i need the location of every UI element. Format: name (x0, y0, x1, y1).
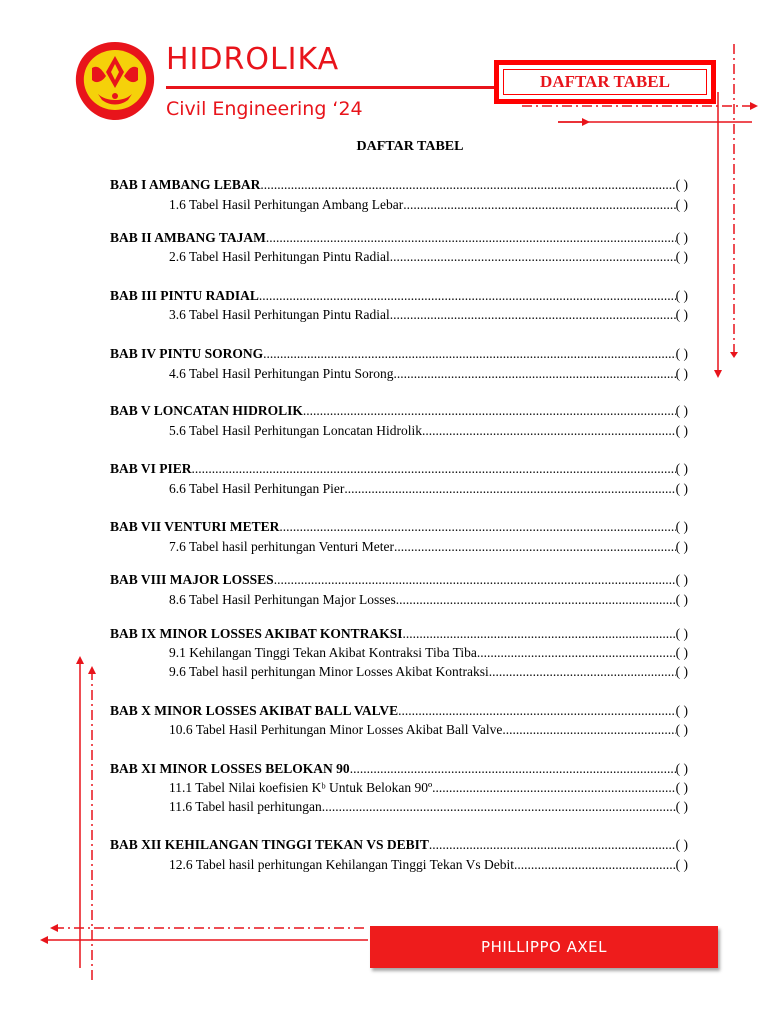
toc-page-number: ( ) (675, 722, 688, 737)
toc-leader-dots (259, 287, 676, 305)
toc-page-number: ( ) (675, 481, 688, 496)
toc-page-number: ( ) (675, 366, 688, 381)
toc-entry-label: BAB IX MINOR LOSSES AKIBAT KONTRAKSI (110, 626, 403, 641)
toc-page-number: ( ) (675, 346, 688, 361)
brand-subtitle: Civil Engineering ‘24 (166, 98, 363, 120)
toc-entry-label: 1.6 Tabel Hasil Perhitungan Ambang Lebar (169, 197, 404, 212)
toc-entry-label: BAB III PINTU RADIAL (110, 288, 259, 303)
toc-entry-chapter[interactable] (110, 287, 688, 305)
toc-entry-label: 6.6 Tabel Hasil Perhitungan Pier (169, 481, 345, 496)
page-title: DAFTAR TABEL (356, 139, 464, 154)
toc-page-number: ( ) (675, 780, 688, 795)
toc-leader-dots (274, 571, 676, 589)
brand-title: HIDROLIKA (166, 42, 340, 77)
toc-page-number: ( ) (675, 519, 688, 534)
section-label: DAFTAR TABEL (503, 69, 707, 95)
toc-entry-chapter[interactable] (110, 229, 688, 247)
toc-page-number: ( ) (675, 761, 688, 776)
toc-entry-label: 9.6 Tabel hasil perhitungan Minor Losses Akibat Kontraksi (169, 664, 489, 679)
toc-page-number: ( ) (675, 288, 688, 303)
toc-entry-label: 5.6 Tabel Hasil Perhitungan Loncatan Hidrolik (169, 423, 422, 438)
toc-entry-chapter[interactable] (110, 460, 688, 478)
toc-entry-sub[interactable] (169, 538, 688, 556)
toc-leader-dots (477, 644, 676, 662)
toc-entry-label: 9.1 Kehilangan Tinggi Tekan Akibat Kontraksi Tiba Tiba (169, 645, 477, 660)
toc-leader-dots (396, 591, 676, 609)
toc-entry-label: 11.6 Tabel hasil perhitungan (169, 799, 322, 814)
toc-entry-sub[interactable] (169, 248, 688, 266)
toc-leader-dots (394, 365, 676, 383)
toc-leader-dots (402, 625, 675, 643)
toc-leader-dots (489, 663, 676, 681)
toc-entry-label: 3.6 Tabel Hasil Perhitungan Pintu Radial (169, 307, 390, 322)
toc-page-number: ( ) (675, 177, 688, 192)
toc-leader-dots (394, 538, 676, 556)
toc-entry-sub[interactable] (169, 779, 688, 797)
toc-entry-chapter[interactable] (110, 176, 688, 194)
toc-entry-label: BAB XII KEHILANGAN TINGGI TEKAN VS DEBIT (110, 837, 429, 852)
toc-entry-chapter[interactable] (110, 402, 688, 420)
toc-leader-dots (432, 779, 676, 797)
toc-page-number: ( ) (675, 461, 688, 476)
toc-entry-sub[interactable] (169, 663, 688, 681)
toc-entry-label: BAB I AMBANG LEBAR (110, 177, 261, 192)
toc-page-number: ( ) (675, 645, 688, 660)
toc-entry-label: BAB VIII MAJOR LOSSES (110, 572, 274, 587)
toc-entry-chapter[interactable] (110, 571, 688, 589)
toc-entry-sub[interactable] (169, 480, 688, 498)
toc-entry-sub[interactable] (169, 306, 688, 324)
author-banner (370, 926, 718, 968)
toc-entry-sub[interactable] (169, 798, 688, 816)
toc-page-number: ( ) (675, 857, 688, 872)
toc-leader-dots (403, 196, 675, 214)
toc-entry-label: 8.6 Tabel Hasil Perhitungan Major Losses (169, 592, 396, 607)
toc-page-number: ( ) (675, 592, 688, 607)
toc-entry-sub[interactable] (169, 422, 688, 440)
toc-entry-sub[interactable] (169, 644, 688, 662)
toc-leader-dots (429, 836, 676, 854)
toc-entry-chapter[interactable] (110, 836, 688, 854)
toc-page-number: ( ) (675, 626, 688, 641)
toc-leader-dots (303, 402, 676, 420)
toc-leader-dots (279, 518, 675, 536)
toc-entry-label: BAB X MINOR LOSSES AKIBAT BALL VALVE (110, 703, 399, 718)
toc-page-number: ( ) (675, 703, 688, 718)
toc-entry-chapter[interactable] (110, 625, 688, 643)
toc-entry-sub[interactable] (169, 721, 688, 739)
toc-entry-label: BAB XI MINOR LOSSES BELOKAN 90 (110, 761, 350, 776)
toc-entry-label: 7.6 Tabel hasil perhitungan Venturi Meter (169, 539, 395, 554)
toc-entry-label: 11.1 Tabel Nilai koefisien Kᵇ Untuk Belokan 90º (169, 780, 433, 795)
toc-page-number: ( ) (675, 664, 688, 679)
toc-leader-dots (502, 721, 675, 739)
toc-entry-label: BAB V LONCATAN HIDROLIK (110, 403, 303, 418)
toc-entry-chapter[interactable] (110, 702, 688, 720)
toc-page-number: ( ) (675, 837, 688, 852)
toc-entry-sub[interactable] (169, 591, 688, 609)
toc-leader-dots (260, 176, 675, 194)
toc-entry-label: BAB VII VENTURI METER (110, 519, 280, 534)
toc-page-number: ( ) (675, 230, 688, 245)
toc-page-number: ( ) (675, 249, 688, 264)
toc-page-number: ( ) (675, 799, 688, 814)
toc-entry-label: 4.6 Tabel Hasil Perhitungan Pintu Sorong (169, 366, 394, 381)
toc-entry-sub[interactable] (169, 196, 688, 214)
toc-leader-dots (322, 798, 676, 816)
toc-page-number: ( ) (675, 423, 688, 438)
toc-leader-dots (192, 460, 676, 478)
toc-leader-dots (350, 760, 676, 778)
toc-entry-label: 12.6 Tabel hasil perhitungan Kehilangan Tinggi Tekan Vs Debit (169, 857, 514, 872)
toc-leader-dots (263, 345, 675, 363)
toc-leader-dots (398, 702, 676, 720)
toc-leader-dots (266, 229, 676, 247)
toc-entry-chapter[interactable] (110, 518, 688, 536)
toc-entry-label: 2.6 Tabel Hasil Perhitungan Pintu Radial (169, 249, 390, 264)
toc-page-number: ( ) (675, 572, 688, 587)
toc-leader-dots (422, 422, 676, 440)
toc-page-number: ( ) (675, 307, 688, 322)
toc-entry-label: BAB II AMBANG TAJAM (110, 230, 266, 245)
toc-page-number: ( ) (675, 403, 688, 418)
toc-entry-label: 10.6 Tabel Hasil Perhitungan Minor Losses Akibat Ball Valve (169, 722, 503, 737)
toc-leader-dots (390, 306, 676, 324)
toc-entry-chapter[interactable] (110, 760, 688, 778)
toc-leader-dots (514, 856, 676, 874)
toc-entry-label: BAB VI PIER (110, 461, 192, 476)
author-name: PHILLIPPO AXEL (481, 938, 607, 956)
toc-entry-sub[interactable] (169, 856, 688, 874)
toc-leader-dots (344, 480, 675, 498)
toc-entry-chapter[interactable] (110, 345, 688, 363)
toc-entry-sub[interactable] (169, 365, 688, 383)
toc-page-number: ( ) (675, 539, 688, 554)
toc-page-number: ( ) (675, 197, 688, 212)
toc-leader-dots (390, 248, 676, 266)
toc-entry-label: BAB IV PINTU SORONG (110, 346, 264, 361)
